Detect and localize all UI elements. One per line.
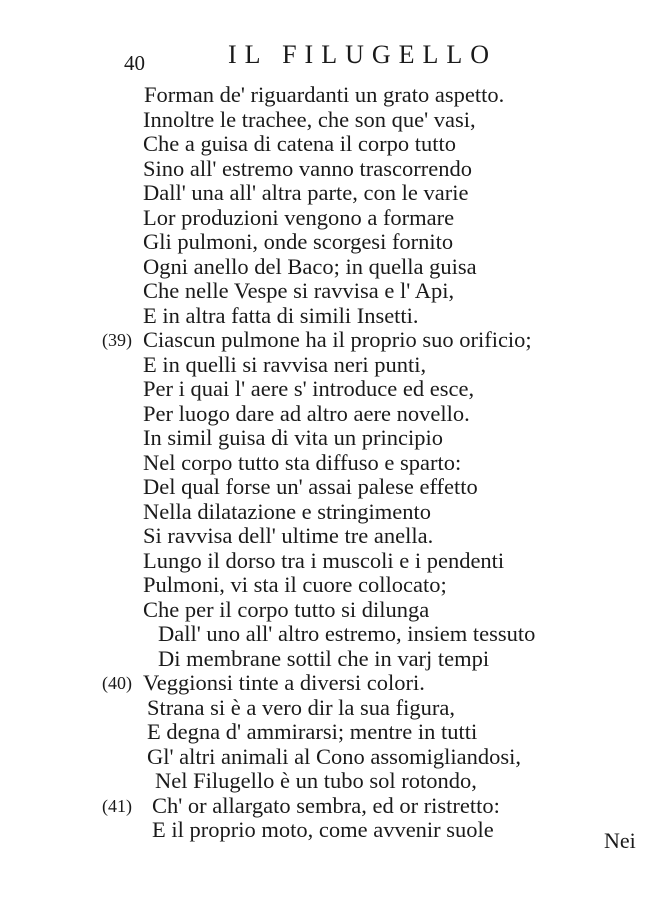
- verse-line: [0, 696, 654, 721]
- verse-line: [0, 83, 654, 108]
- line-text: Strana si è a vero dir la sua figura,: [147, 694, 456, 720]
- line-text: E degna d' ammirarsi; mentre in tutti: [147, 719, 478, 744]
- verse-line: [0, 598, 654, 623]
- line-text: Sino all' estremo vanno trascorrendo: [143, 155, 472, 181]
- running-title: IL FILUGELLO: [228, 40, 498, 69]
- line-text: Dall' uno all' altro estremo, insiem tessuto: [158, 621, 536, 646]
- verse-line: [0, 745, 654, 770]
- line-text: Si ravvisa dell' ultime tre anella.: [143, 523, 434, 548]
- line-text: Lungo il dorso tra i muscoli e i pendenti: [143, 547, 505, 573]
- line-text: Ciascun pulmone ha il proprio suo orificio;: [143, 327, 532, 352]
- verse-line: [0, 206, 654, 231]
- line-text: E il proprio moto, come avvenir suole: [152, 817, 494, 842]
- line-text: Pulmoni, vi sta il cuore collocato;: [143, 572, 447, 597]
- line-text: E in altra fatta di simili Insetti.: [143, 302, 419, 328]
- verse-line: [0, 402, 654, 427]
- note-marker: (39): [102, 330, 132, 350]
- verse-line: [0, 108, 654, 133]
- line-text: Gl' altri animali al Cono assomigliandosi,: [147, 743, 522, 769]
- line-text: Forman de' riguardanti un grato aspetto.: [144, 82, 505, 107]
- verse-line: [0, 549, 654, 574]
- verse-line: [0, 524, 654, 549]
- verse-line: [0, 671, 654, 696]
- verse-block: [0, 83, 654, 843]
- verse-line: [0, 475, 654, 500]
- line-text: Nel Filugello è un tubo sol rotondo,: [155, 768, 477, 793]
- verse-line: [0, 353, 654, 378]
- line-text: Nel corpo tutto sta diffuso e sparto:: [143, 449, 462, 475]
- line-text: Ogni anello del Baco; in quella guisa: [143, 253, 477, 279]
- verse-line: [0, 622, 654, 647]
- verse-line: [0, 304, 654, 329]
- verse-line: [0, 794, 654, 819]
- line-text: Che a guisa di catena il corpo tutto: [143, 131, 457, 156]
- verse-line: [0, 500, 654, 525]
- line-text: Gli pulmoni, onde scorgesi fornito: [143, 229, 454, 254]
- line-text: Ch' or allargato sembra, ed or ristretto:: [152, 792, 500, 818]
- line-text: Dall' una all' altra parte, con le varie: [143, 180, 469, 205]
- line-text: Per luogo dare ad altro aere novello.: [143, 400, 470, 426]
- verse-line: [0, 818, 654, 843]
- catchword: Nei: [604, 828, 636, 853]
- verse-line: [0, 255, 654, 280]
- line-text: Che nelle Vespe si ravvisa e l' Api,: [143, 278, 455, 303]
- line-text: In simil guisa di vita un principio: [143, 425, 443, 450]
- verse-line: [0, 451, 654, 476]
- verse-line: [0, 279, 654, 304]
- line-text: Di membrane sottil che in varj tempi: [158, 645, 490, 671]
- verse-line: [0, 720, 654, 745]
- line-text: Per i quai l' aere s' introduce ed esce,: [143, 376, 475, 401]
- line-text: Veggionsi tinte a diversi colori.: [143, 670, 425, 695]
- verse-line: [0, 181, 654, 206]
- verse-line: [0, 647, 654, 672]
- verse-line: [0, 157, 654, 182]
- verse-line: [0, 230, 654, 255]
- verse-line: [0, 132, 654, 157]
- verse-line: [0, 377, 654, 402]
- verse-line: [0, 769, 654, 794]
- line-text: Innoltre le trachee, che son que' vasi,: [143, 106, 476, 132]
- line-text: Lor produzioni vengono a formare: [143, 204, 455, 230]
- verse-line: [0, 426, 654, 451]
- note-marker: (40): [102, 673, 132, 693]
- note-marker: (41): [102, 795, 132, 816]
- page-number: 40: [124, 51, 145, 75]
- line-text: Che per il corpo tutto si dilunga: [143, 596, 430, 622]
- line-text: Nella dilatazione e stringimento: [143, 498, 432, 524]
- verse-line: [0, 573, 654, 598]
- line-text: Del qual forse un' assai palese effetto: [143, 474, 478, 499]
- verse-line: [0, 328, 654, 353]
- line-text: E in quelli si ravvisa neri punti,: [143, 351, 427, 377]
